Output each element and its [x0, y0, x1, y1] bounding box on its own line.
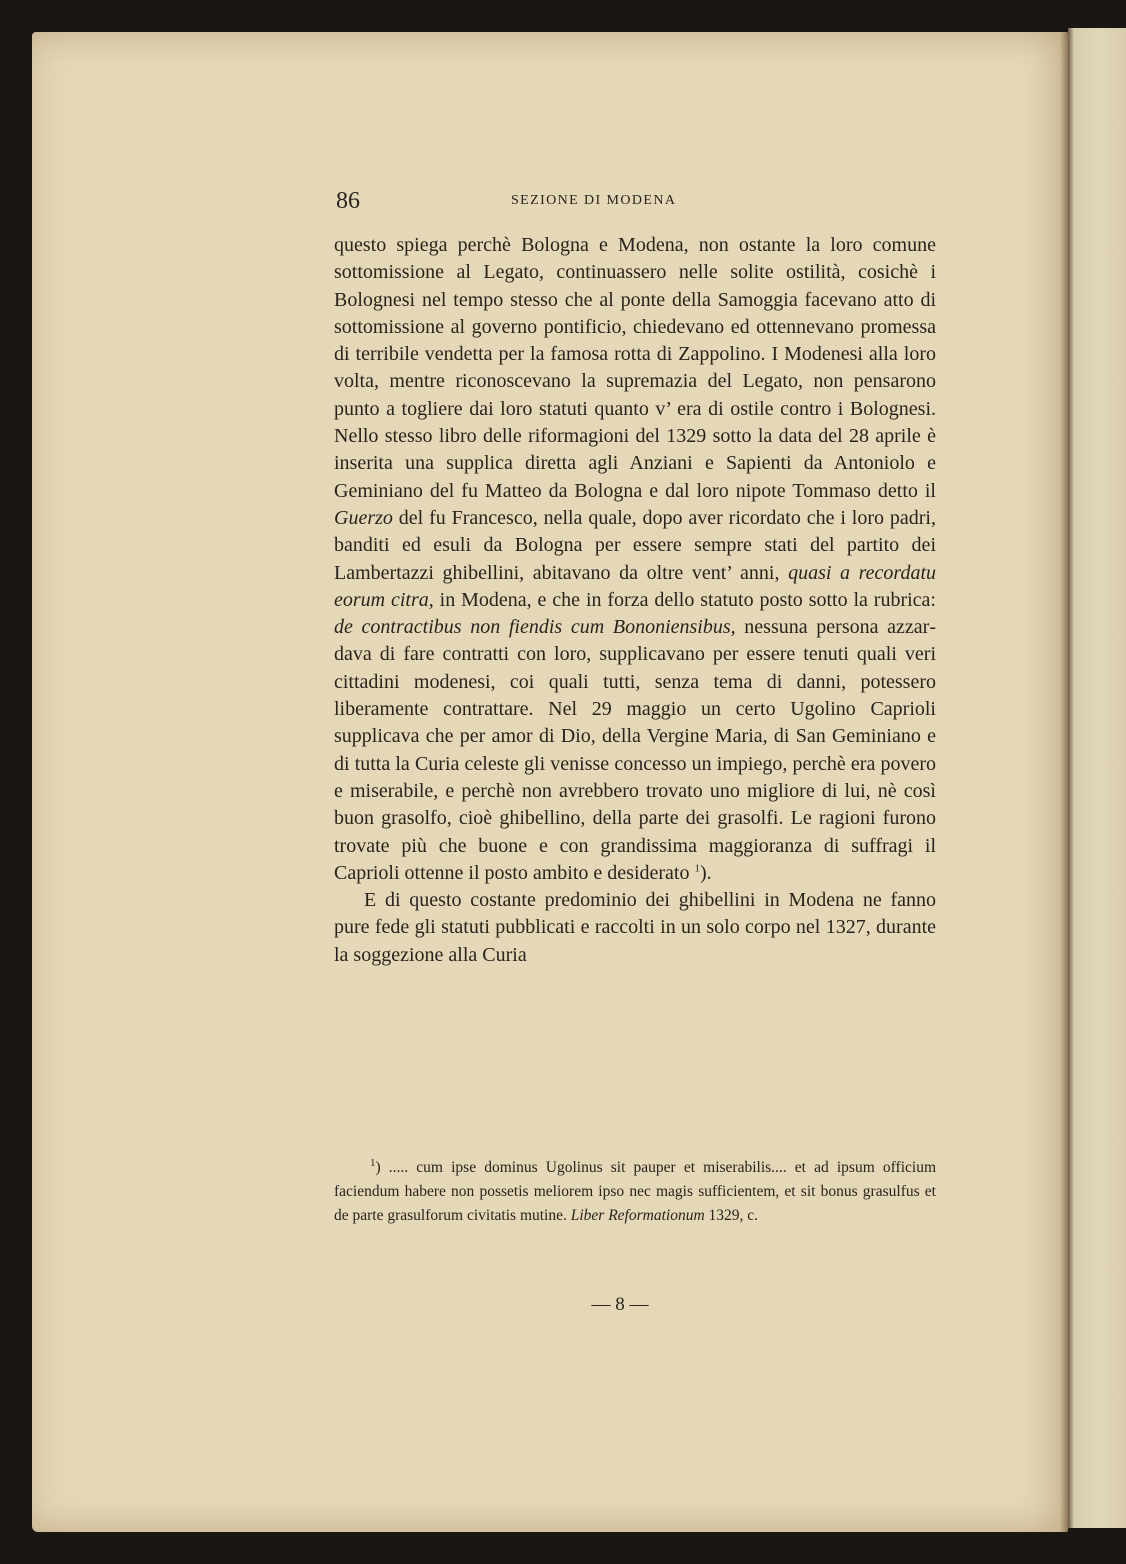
paragraph-1-part-c: in Modena, e che in forza dello statuto posto sotto la rubrica:: [433, 588, 936, 611]
italic-latin-quote: quasi a recordatu eorum citra,: [334, 561, 937, 611]
signature-mark: — 8 —: [591, 1294, 649, 1315]
footnote-text-b: 1329, c.: [704, 1207, 759, 1224]
footnote-reference[interactable]: 1: [694, 862, 700, 875]
paragraph-1: [334, 232, 936, 887]
footnote-source: Liber Reformationum: [570, 1207, 705, 1224]
page-gutter-shadow: [1060, 32, 1068, 1532]
footnote-text-a: ) ..... cum ipse dominus Ugolinus sit pauper et miserabilis.... et ad ipsum officium faciendum habere non possetis meliorem ipso nec magis sufficientem, et sit bonus grasulfus et de parte grasulforum civitatis mutine.: [334, 1159, 936, 1224]
italic-guerzo: Guerzo: [334, 506, 393, 529]
running-head: SEZIONE DI MODENA: [511, 193, 677, 208]
page-number: 86: [336, 188, 360, 214]
facing-page-edge: [1068, 28, 1126, 1528]
paragraph-1-end: ).: [699, 861, 712, 884]
paragraph-2: E di questo costante predominio dei ghibellini in Modena ne fanno pure fede gli statuti pubblicati e raccolti in un solo corpo nel 1327, durante la soggezione alla Curia: [334, 889, 936, 966]
footnote: [334, 1156, 936, 1228]
main-text: [334, 232, 936, 969]
italic-rubrica: de contractibus non fiendis cum Bononiensibus,: [334, 616, 736, 639]
page-header: [336, 188, 952, 220]
paragraph-1-part-a: questo spiega perchè Bologna e Modena, non ostante la loro comune sottomissione al Legato, continuassero nelle solite ostilità, cosichè i Bolognesi nel tempo stesso che al ponte della Samoggia facevano atto di sottomissione al governo pontificio, chiedevano ed ottennevano promessa di terribile vendetta per la famosa rotta di Zappolino. I Modenesi alla loro volta, mentre riconoscevano la supremazia del Legato, non pensarono punto a togliere dai loro statuti quanto v’ era di ostile contro i Bolognesi. Nello stesso libro delle riformagioni del 1329 sotto la data del 28 aprile è inserita una supplica diretta agli Anziani e Sapienti da Antoniolo e Geminiano del fu Matteo da Bologna e dal loro nipote Tommaso detto il: [334, 234, 936, 502]
footnote-mark: 1: [370, 1156, 376, 1169]
paragraph-1-part-d: nessuna persona azzardava di fare contratti con loro, supplicavano per essere tenuti quali veri cittadini modenesi, coi quali tutti, senza tema di danni, potessero liberamente contrattare. Nel 29 maggio un certo Ugolino Caprioli supplicava che per amor di Dio, della Vergine Maria, di San Geminiano e di tutta la Curia celeste gli venisse concesso un impiego, perchè era povero e miserabile, e perchè non avrebbero trovato uno migliore di lui, nè così buon grasolfo, cioè ghibellino, della parte dei grasolfi. Le ragioni furono trovate più che buone e con grandissima maggioranza di suffragi il Caprioli ottenne il posto ambito e desiderato: [334, 616, 937, 884]
paragraph-1-part-b: del fu Francesco, nella quale, dopo aver ricordato che i loro padri, banditi ed esuli da Bologna per essere sempre stati del partito dei Lambertazzi ghibellini, abitavano da oltre vent’ anni,: [334, 506, 936, 584]
